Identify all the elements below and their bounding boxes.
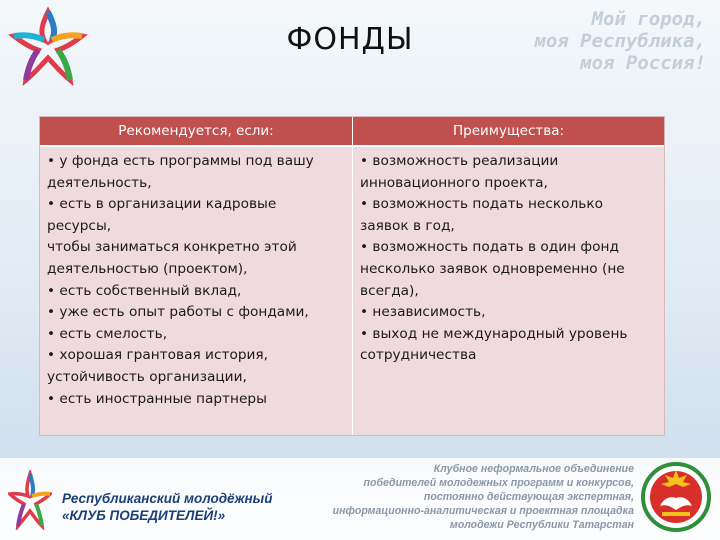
cell-line: чтобы заниматься конкретно этой bbox=[47, 239, 297, 256]
cell-line: • у фонда есть программы под вашу bbox=[47, 153, 314, 169]
star-ribbon-logo-icon bbox=[8, 6, 88, 86]
club-description bbox=[294, 462, 634, 532]
header-advantages: Преимущества: bbox=[452, 123, 565, 139]
club-description-line: молодежи Республики Татарстан bbox=[449, 519, 634, 531]
slogan-line: моя Республика, bbox=[534, 30, 706, 52]
cell-line: несколько заявок одновременно (не bbox=[360, 260, 625, 277]
cell-line: • выход не международный уровень bbox=[360, 325, 628, 342]
cell-line: инновационного проекта, bbox=[360, 174, 548, 191]
comparison-table bbox=[39, 116, 665, 436]
cell-line: • возможность реализации bbox=[360, 153, 559, 169]
cell-line: • уже есть опыт работы с фондами, bbox=[47, 304, 309, 321]
slogan-line: моя Россия! bbox=[580, 52, 706, 74]
club-description-line: постоянно действующая экспертная, bbox=[423, 491, 634, 503]
cell-line: устойчивость организации, bbox=[47, 368, 247, 385]
column-divider bbox=[352, 117, 353, 435]
club-description-line: информационно-аналитическая и проектная площадка bbox=[332, 505, 634, 517]
cell-line: заявок в год, bbox=[360, 217, 455, 234]
club-description-line: победителей молодежных программ и конкурсов, bbox=[363, 477, 634, 489]
tatarstan-emblem-icon bbox=[640, 460, 712, 534]
slogan-line: Мой город, bbox=[591, 8, 706, 30]
recommended-cell bbox=[47, 151, 347, 410]
cell-line: • независимость, bbox=[360, 304, 486, 321]
advantages-cell bbox=[360, 151, 656, 367]
club-description-line: Клубное неформальное объединение bbox=[433, 463, 634, 475]
cell-line: • есть иностранные партнеры bbox=[47, 390, 267, 407]
cell-line: • возможность подать несколько bbox=[360, 196, 603, 213]
cell-line: деятельностью (проектом), bbox=[47, 260, 248, 277]
cell-line: • есть собственный вклад, bbox=[47, 282, 242, 299]
cell-line: • есть в организации кадровые bbox=[47, 196, 277, 213]
cell-line: ресурсы, bbox=[47, 217, 112, 234]
cell-line: сотрудничества bbox=[360, 347, 477, 364]
cell-line: • возможность подать в один фонд bbox=[360, 239, 619, 256]
slogan bbox=[486, 8, 706, 74]
header-recommended: Рекомендуется, если: bbox=[118, 123, 274, 139]
star-ribbon-logo-icon bbox=[8, 470, 52, 530]
club-name bbox=[62, 490, 272, 524]
club-name-line: «КЛУБ ПОБЕДИТЕЛЕЙ!» bbox=[62, 508, 226, 523]
cell-line: деятельность, bbox=[47, 174, 152, 191]
slide-title: ФОНДЫ bbox=[286, 22, 414, 57]
club-name-line: Республиканский молодёжный bbox=[62, 491, 273, 506]
cell-line: • хорошая грантовая история, bbox=[47, 347, 268, 364]
cell-line: • есть смелость, bbox=[47, 325, 168, 342]
cell-line: всегда), bbox=[360, 282, 419, 299]
